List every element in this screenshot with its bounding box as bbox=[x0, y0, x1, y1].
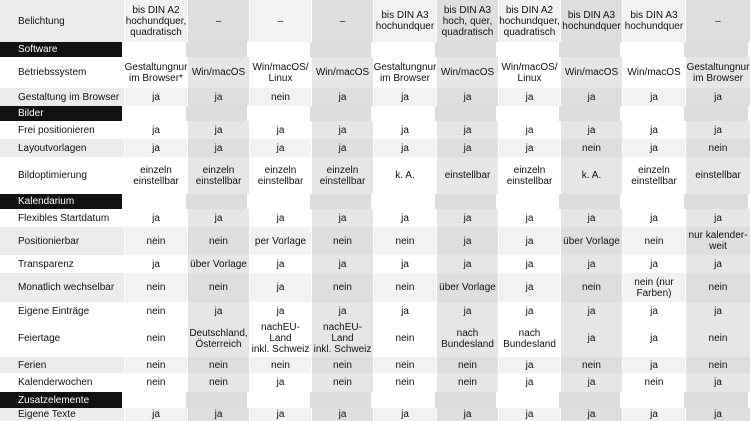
row-label: Flexibles Startdatum bbox=[18, 212, 110, 224]
table-row bbox=[0, 302, 750, 320]
row-label: Belichtung bbox=[0, 0, 124, 42]
row-label: Layoutvorlagen bbox=[0, 139, 124, 157]
table-cell: ja bbox=[498, 121, 560, 139]
table-cell: Win/macOS bbox=[436, 57, 498, 88]
table-cell: bis DIN A2 hochundquer, quadratisch bbox=[124, 0, 187, 42]
table-cell bbox=[620, 42, 683, 57]
table-cell: ja bbox=[436, 255, 498, 273]
table-cell bbox=[371, 42, 434, 57]
section-title: Software bbox=[0, 42, 122, 57]
table-cell bbox=[558, 194, 620, 209]
table-cell: ja bbox=[249, 209, 311, 227]
table-cell: ja bbox=[436, 209, 498, 227]
table-cell: ja bbox=[124, 139, 187, 157]
table-cell: nein bbox=[311, 273, 373, 302]
table-cell: bis DIN A3 hochundquer bbox=[560, 0, 622, 42]
table-cell bbox=[434, 194, 496, 209]
table-cell: nachEU-Land inkl. Schweiz bbox=[311, 320, 373, 357]
table-cell: bis DIN A2 hochundquer, quadratisch bbox=[498, 0, 560, 42]
table-cell: ja bbox=[622, 88, 685, 106]
table-cell: nein bbox=[373, 227, 436, 255]
table-cell: ja bbox=[311, 255, 373, 273]
table-cell: Win/macOS/ Linux bbox=[249, 57, 311, 88]
table-cell: einzeln einstellbar bbox=[498, 157, 560, 194]
table-cell: über Vorlage bbox=[187, 255, 249, 273]
table-cell: Deutschland, Österreich bbox=[187, 320, 249, 357]
table-cell: Gestaltungnur im Browser* bbox=[124, 57, 187, 88]
row-label: Monatlich wechselbar bbox=[0, 273, 124, 302]
table-cell bbox=[558, 42, 620, 57]
table-cell: nein bbox=[124, 320, 187, 357]
table-cell: ja bbox=[124, 408, 187, 421]
table-cell: ja bbox=[187, 121, 249, 139]
table-cell: ja bbox=[373, 302, 436, 320]
table-cell bbox=[122, 392, 185, 408]
table-cell: ja bbox=[560, 255, 622, 273]
table-cell: nur kalender- weit bbox=[685, 227, 750, 255]
table-cell bbox=[683, 392, 748, 408]
table-cell: Win/macOS bbox=[187, 57, 249, 88]
section-header bbox=[0, 42, 750, 57]
table-cell: nachEU-Land inkl. Schweiz bbox=[249, 320, 311, 357]
table-cell: ja bbox=[560, 373, 622, 392]
table-row bbox=[0, 373, 750, 392]
table-cell bbox=[122, 42, 185, 57]
table-cell: ja bbox=[685, 373, 750, 392]
table-cell: nein bbox=[560, 357, 622, 373]
table-cell: Gestaltungnur im Browser bbox=[685, 57, 750, 88]
row-label: Kalenderwochen bbox=[18, 377, 93, 388]
table-row bbox=[0, 121, 750, 139]
table-cell: ja bbox=[560, 121, 622, 139]
row-label: Frei positionieren bbox=[18, 124, 95, 136]
table-cell: ja bbox=[373, 139, 436, 157]
table-cell: nein bbox=[124, 273, 187, 302]
table-cell: ja bbox=[124, 255, 187, 273]
table-cell: einzeln einstellbar bbox=[124, 157, 187, 194]
table-cell: nein bbox=[249, 88, 311, 106]
table-cell: nein bbox=[311, 373, 373, 392]
table-cell bbox=[122, 106, 185, 121]
table-cell: nach Bundesland bbox=[498, 320, 560, 357]
table-cell bbox=[434, 42, 496, 57]
table-cell: nein bbox=[622, 373, 685, 392]
table-cell: ja bbox=[685, 302, 750, 320]
table-cell bbox=[185, 194, 247, 209]
table-cell: nein bbox=[124, 302, 187, 320]
table-cell: einzeln einstellbar bbox=[187, 157, 249, 194]
table-cell: nein bbox=[436, 357, 498, 373]
table-cell: ja bbox=[436, 408, 498, 421]
table-cell: ja bbox=[622, 139, 685, 157]
table-cell: ja bbox=[685, 88, 750, 106]
table-cell: ja bbox=[373, 88, 436, 106]
table-cell: nein bbox=[373, 373, 436, 392]
table-cell: ja bbox=[498, 255, 560, 273]
table-cell: k. A. bbox=[560, 157, 622, 194]
table-cell bbox=[434, 106, 496, 121]
table-cell: nein bbox=[311, 227, 373, 255]
table-cell: nein bbox=[187, 273, 249, 302]
table-cell: ja bbox=[560, 88, 622, 106]
table-cell: nach Bundesland bbox=[436, 320, 498, 357]
table-cell bbox=[371, 194, 434, 209]
table-cell: nein bbox=[560, 139, 622, 157]
table-cell: ja bbox=[498, 88, 560, 106]
row-label: Positionierbar bbox=[0, 227, 124, 255]
table-cell: ja bbox=[311, 408, 373, 421]
table-cell bbox=[185, 106, 247, 121]
table-cell: ja bbox=[436, 139, 498, 157]
table-row bbox=[0, 209, 750, 227]
table-row bbox=[0, 320, 750, 357]
row-label: Gestaltung im Browser bbox=[0, 88, 124, 106]
table-cell bbox=[309, 106, 371, 121]
table-row bbox=[0, 273, 750, 302]
table-cell: ja bbox=[373, 255, 436, 273]
table-cell: ja bbox=[436, 302, 498, 320]
table-cell: einzeln einstellbar bbox=[249, 157, 311, 194]
table-cell: ja bbox=[560, 302, 622, 320]
table-cell: ja bbox=[622, 320, 685, 357]
table-cell bbox=[683, 42, 748, 57]
table-cell: nein bbox=[187, 227, 249, 255]
table-cell bbox=[247, 392, 309, 408]
table-cell: nein (nur Farben) bbox=[622, 273, 685, 302]
table-cell: ja bbox=[560, 320, 622, 357]
table-cell: ja bbox=[685, 408, 750, 421]
row-label: Bildoptimierung bbox=[18, 170, 87, 181]
row-label: Eigene Texte bbox=[0, 408, 124, 421]
table-cell: ja bbox=[373, 209, 436, 227]
table-cell: nein bbox=[311, 357, 373, 373]
table-cell: ja bbox=[622, 408, 685, 421]
table-cell: bis DIN A3 hochundquer bbox=[622, 0, 685, 42]
table-cell: ja bbox=[498, 209, 560, 227]
table-cell: nein bbox=[685, 273, 750, 302]
table-row bbox=[0, 255, 750, 273]
table-cell: ja bbox=[311, 209, 373, 227]
table-cell: ja bbox=[373, 408, 436, 421]
row-label: Ferien bbox=[0, 357, 124, 373]
table-cell: ja bbox=[622, 302, 685, 320]
table-cell bbox=[247, 42, 309, 57]
table-cell: nein bbox=[124, 373, 187, 392]
table-cell: einzeln einstellbar bbox=[311, 157, 373, 194]
table-cell: Win/macOS bbox=[560, 57, 622, 88]
table-cell: nein bbox=[373, 357, 436, 373]
row-label: Transparenz bbox=[18, 258, 74, 270]
section-title: Bilder bbox=[0, 106, 122, 121]
section-header bbox=[0, 392, 750, 408]
table-cell bbox=[371, 392, 434, 408]
table-cell bbox=[309, 194, 371, 209]
table-cell: einzeln einstellbar bbox=[622, 157, 685, 194]
table-cell: Win/macOS/ Linux bbox=[498, 57, 560, 88]
table-cell bbox=[247, 194, 309, 209]
table-cell: ja bbox=[622, 121, 685, 139]
table-row bbox=[0, 227, 750, 255]
table-cell: ja bbox=[436, 88, 498, 106]
table-cell: ja bbox=[498, 273, 560, 302]
table-row bbox=[0, 139, 750, 157]
table-cell: bis DIN A3 hoch, quer, quadratisch bbox=[436, 0, 498, 42]
table-cell: ja bbox=[498, 302, 560, 320]
table-cell bbox=[122, 194, 185, 209]
table-cell: ja bbox=[685, 209, 750, 227]
table-row bbox=[0, 0, 750, 42]
table-cell bbox=[496, 392, 558, 408]
table-cell: ja bbox=[187, 302, 249, 320]
table-row bbox=[0, 408, 750, 421]
table-cell: nein bbox=[622, 227, 685, 255]
table-cell: ja bbox=[622, 255, 685, 273]
table-cell bbox=[620, 194, 683, 209]
table-cell: ja bbox=[622, 357, 685, 373]
table-cell: per Vorlage bbox=[249, 227, 311, 255]
table-cell: ja bbox=[124, 88, 187, 106]
section-title: Zusatzelemente bbox=[0, 392, 122, 408]
table-row bbox=[0, 357, 750, 373]
table-cell: ja bbox=[187, 139, 249, 157]
table-cell: nein bbox=[249, 357, 311, 373]
table-cell: ja bbox=[311, 302, 373, 320]
table-cell: ja bbox=[498, 408, 560, 421]
table-cell: ja bbox=[685, 121, 750, 139]
table-cell: ja bbox=[187, 88, 249, 106]
table-cell: ja bbox=[124, 209, 187, 227]
table-cell: nein bbox=[124, 357, 187, 373]
table-cell: einstellbar bbox=[685, 157, 750, 194]
table-cell: Win/macOS bbox=[622, 57, 685, 88]
table-cell bbox=[247, 106, 309, 121]
table-cell bbox=[558, 106, 620, 121]
table-cell: – bbox=[187, 0, 249, 42]
table-cell: – bbox=[311, 0, 373, 42]
table-cell bbox=[371, 106, 434, 121]
table-cell: ja bbox=[249, 255, 311, 273]
table-cell: Gestaltungnur im Browser bbox=[373, 57, 436, 88]
table-cell: nein bbox=[187, 373, 249, 392]
table-cell: ja bbox=[249, 273, 311, 302]
table-cell: k. A. bbox=[373, 157, 436, 194]
table-cell: ja bbox=[498, 227, 560, 255]
table-cell: ja bbox=[436, 121, 498, 139]
table-cell bbox=[683, 106, 748, 121]
table-cell: ja bbox=[622, 209, 685, 227]
table-cell bbox=[620, 106, 683, 121]
table-cell: – bbox=[685, 0, 750, 42]
table-row bbox=[0, 57, 750, 88]
table-cell: ja bbox=[498, 357, 560, 373]
table-cell: ja bbox=[498, 139, 560, 157]
table-cell: ja bbox=[498, 373, 560, 392]
table-cell bbox=[620, 392, 683, 408]
table-cell: ja bbox=[436, 227, 498, 255]
table-cell: nein bbox=[685, 357, 750, 373]
table-cell bbox=[558, 392, 620, 408]
table-cell: ja bbox=[311, 88, 373, 106]
table-cell bbox=[185, 392, 247, 408]
table-cell bbox=[496, 106, 558, 121]
table-cell: nein bbox=[560, 273, 622, 302]
table-cell: ja bbox=[249, 139, 311, 157]
table-cell: nein bbox=[187, 357, 249, 373]
table-cell bbox=[309, 42, 371, 57]
table-cell bbox=[309, 392, 371, 408]
table-cell: ja bbox=[249, 302, 311, 320]
table-cell: nein bbox=[373, 273, 436, 302]
table-row bbox=[0, 157, 750, 194]
table-cell bbox=[496, 42, 558, 57]
section-title: Kalendarium bbox=[0, 194, 122, 209]
row-label: Betriebssystem bbox=[18, 67, 87, 78]
table-cell: nein bbox=[436, 373, 498, 392]
table-cell: nein bbox=[373, 320, 436, 357]
table-cell: ja bbox=[187, 408, 249, 421]
table-row bbox=[0, 88, 750, 106]
row-label: Feiertage bbox=[18, 333, 61, 344]
table-cell: Win/macOS bbox=[311, 57, 373, 88]
table-cell: ja bbox=[560, 209, 622, 227]
table-cell bbox=[683, 194, 748, 209]
table-cell: ja bbox=[311, 121, 373, 139]
row-label: Eigene Einträge bbox=[18, 305, 90, 317]
table-cell: ja bbox=[311, 139, 373, 157]
table-cell: ja bbox=[373, 121, 436, 139]
table-cell: ja bbox=[187, 209, 249, 227]
table-cell: einstellbar bbox=[436, 157, 498, 194]
table-cell: über Vorlage bbox=[436, 273, 498, 302]
section-header bbox=[0, 106, 750, 121]
table-cell: ja bbox=[560, 408, 622, 421]
table-cell: nein bbox=[124, 227, 187, 255]
table-cell: ja bbox=[249, 121, 311, 139]
section-header bbox=[0, 194, 750, 209]
table-cell: nein bbox=[685, 320, 750, 357]
table-cell: nein bbox=[685, 139, 750, 157]
table-cell bbox=[185, 42, 247, 57]
table-cell bbox=[496, 194, 558, 209]
table-cell: bis DIN A3 hochundquer bbox=[373, 0, 436, 42]
table-cell: über Vorlage bbox=[560, 227, 622, 255]
table-cell: ja bbox=[124, 121, 187, 139]
table-cell: ja bbox=[249, 373, 311, 392]
table-cell: ja bbox=[685, 255, 750, 273]
table-cell bbox=[434, 392, 496, 408]
table-cell: – bbox=[249, 0, 311, 42]
table-cell: ja bbox=[249, 408, 311, 421]
